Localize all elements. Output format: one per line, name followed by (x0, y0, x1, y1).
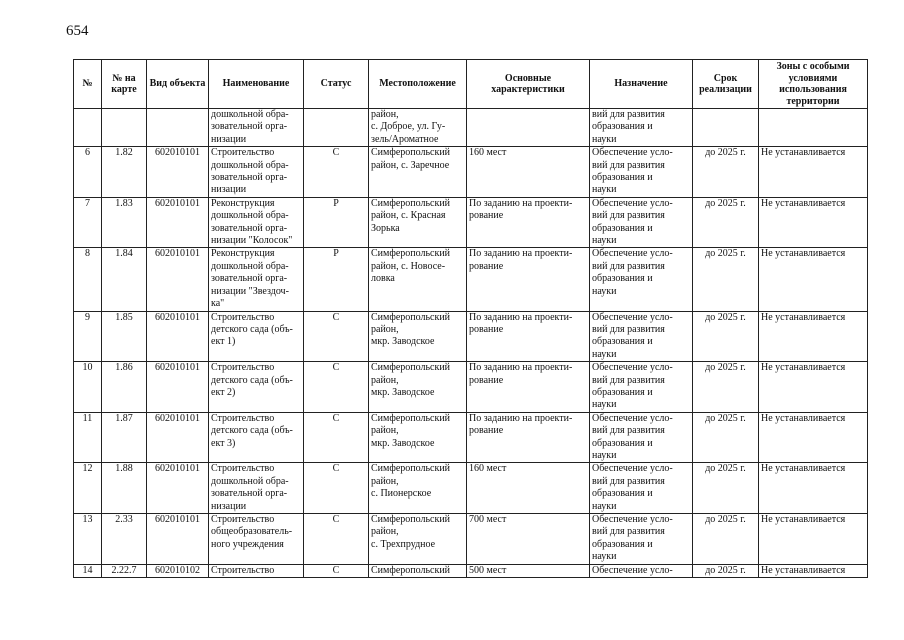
cell-status (304, 147, 369, 198)
cell-purpose (590, 109, 693, 147)
header-map-number: № на карте (102, 60, 147, 109)
registry-table (73, 59, 868, 578)
cell-term-text: до 2025 г. (705, 311, 746, 323)
cell-object-type (147, 362, 209, 413)
cell-zones (759, 147, 868, 198)
cell-map-number (102, 463, 147, 514)
cell-name-text: дошкольной обра- зовательной орга- низации (211, 109, 289, 145)
cell-purpose-text: Обеспечение усло- вий для развития образования и науки (592, 248, 673, 297)
cell-status (304, 248, 369, 311)
cell-map-number (102, 412, 147, 463)
cell-characteristics (467, 311, 590, 362)
cell-number (74, 109, 102, 147)
cell-status-text: С (332, 412, 340, 424)
cell-name (209, 197, 304, 248)
cell-characteristics-text: По заданию на проекти- рование (469, 197, 573, 222)
cell-zones (759, 311, 868, 362)
header-characteristics: Основные характеристики (467, 60, 590, 109)
cell-characteristics (467, 197, 590, 248)
header-zones: Зоны с особыми условиями использования территории (759, 60, 868, 109)
cell-location (369, 362, 467, 413)
cell-term (693, 311, 759, 362)
cell-name (209, 514, 304, 565)
cell-status-text: С (332, 514, 340, 525)
cell-name (209, 248, 304, 311)
cell-term-text: до 2025 г. (705, 248, 746, 260)
cell-number (74, 197, 102, 248)
cell-map-number-text: 1.87 (115, 412, 133, 424)
cell-object-type-text: 602010101 (155, 197, 200, 209)
page-number: 654 (66, 23, 89, 39)
cell-status (304, 412, 369, 463)
cell-characteristics (467, 514, 590, 565)
cell-map-number-text: 1.88 (115, 463, 133, 475)
cell-object-type-text: 602010101 (155, 362, 200, 374)
cell-status (304, 311, 369, 362)
cell-number-text: 13 (82, 514, 93, 525)
cell-purpose-text: Обеспечение усло- вий для развития образования и науки (592, 463, 673, 512)
cell-location-text: Симферопольский район, с. Новосе- ловка (371, 248, 451, 285)
table-header-row (74, 60, 868, 109)
cell-characteristics (467, 412, 590, 463)
cell-term-text: до 2025 г. (705, 564, 746, 576)
cell-zones-text: Не устанавливается (761, 197, 846, 209)
table-row (74, 362, 868, 413)
cell-location-text: Симферопольский (371, 564, 451, 576)
cell-zones-text: Не устанавливается (761, 147, 846, 159)
cell-status (304, 197, 369, 248)
cell-zones-text: Не устанавливается (761, 463, 846, 475)
cell-purpose-text: Обеспечение усло- (592, 564, 673, 576)
cell-term (693, 514, 759, 565)
cell-status (304, 564, 369, 577)
cell-term (693, 362, 759, 413)
cell-term (693, 197, 759, 248)
header-location: Местоположение (369, 60, 467, 109)
cell-status-text: С (332, 362, 340, 374)
cell-name-text: Строительство дошкольной обра- зовательной орга- низации (211, 463, 289, 512)
cell-term-text: до 2025 г. (705, 197, 746, 209)
cell-zones-text: Не устанавливается (761, 311, 846, 323)
cell-characteristics-text: 500 мест (469, 564, 507, 576)
table-row (74, 564, 868, 577)
cell-location-text: Симферопольский район, мкр. Заводское (371, 362, 451, 398)
cell-location-text: Симферопольский район, мкр. Заводское (371, 412, 451, 449)
cell-location (369, 514, 467, 565)
cell-characteristics (467, 248, 590, 311)
cell-characteristics-text: По заданию на проекти- рование (469, 362, 573, 386)
cell-purpose-text: Обеспечение усло- вий для развития образования и науки (592, 147, 673, 196)
cell-zones (759, 463, 868, 514)
cell-object-type-text: 602010102 (155, 564, 200, 576)
cell-location (369, 248, 467, 311)
cell-zones-text: Не устанавливается (761, 412, 846, 424)
cell-number (74, 248, 102, 311)
cell-purpose (590, 311, 693, 362)
cell-location-text: Симферопольский район, мкр. Заводское (371, 311, 451, 348)
cell-map-number-text: 2.22.7 (111, 564, 137, 576)
cell-object-type (147, 412, 209, 463)
cell-purpose (590, 564, 693, 577)
cell-zones (759, 412, 868, 463)
cell-number-text: 12 (82, 463, 93, 475)
table-row (74, 197, 868, 248)
cell-status-text: С (332, 311, 340, 323)
cell-location (369, 311, 467, 362)
table-row (74, 109, 868, 147)
cell-number-text: 11 (82, 412, 93, 424)
cell-zones (759, 564, 868, 577)
cell-map-number (102, 248, 147, 311)
cell-location (369, 463, 467, 514)
cell-zones (759, 109, 868, 147)
cell-zones (759, 514, 868, 565)
cell-number-text: 8 (85, 248, 90, 260)
cell-zones-text: Не устанавливается (761, 514, 846, 525)
cell-zones (759, 362, 868, 413)
cell-name-text: Строительство детского сада (объ- ект 1) (211, 311, 293, 348)
cell-name (209, 311, 304, 362)
table-row (74, 412, 868, 463)
cell-purpose (590, 197, 693, 248)
cell-status-text: Р (333, 197, 339, 209)
cell-purpose (590, 514, 693, 565)
cell-object-type (147, 463, 209, 514)
cell-purpose-text: Обеспечение усло- вий для развития образования и науки (592, 362, 673, 411)
cell-status-text: Р (333, 248, 339, 260)
cell-object-type (147, 248, 209, 311)
cell-object-type (147, 514, 209, 565)
cell-status (304, 514, 369, 565)
cell-characteristics-text: По заданию на проекти- рование (469, 412, 573, 437)
cell-name (209, 412, 304, 463)
cell-characteristics-text: 700 мест (469, 514, 507, 525)
cell-number (74, 147, 102, 198)
cell-location-text: Симферопольский район, с. Красная Зорька (371, 197, 451, 234)
cell-characteristics-text: По заданию на проекти- рование (469, 248, 573, 272)
cell-map-number-text: 2.33 (115, 514, 133, 525)
cell-status-text: С (332, 147, 340, 159)
cell-object-type-text: 602010101 (155, 311, 200, 323)
header-purpose: Назначение (590, 60, 693, 109)
cell-characteristics-text: По заданию на проекти- рование (469, 311, 573, 335)
cell-purpose-text: Обеспечение усло- вий для развития образования и науки (592, 514, 673, 563)
cell-map-number-text: 1.84 (115, 248, 133, 260)
cell-map-number-text: 1.83 (115, 197, 133, 209)
cell-number-text: 9 (85, 311, 90, 323)
cell-term (693, 412, 759, 463)
cell-number (74, 514, 102, 565)
header-status: Статус (304, 60, 369, 109)
cell-status-text: С (332, 564, 340, 576)
cell-location (369, 197, 467, 248)
table-body (74, 109, 868, 578)
cell-number (74, 362, 102, 413)
cell-location (369, 147, 467, 198)
cell-zones (759, 248, 868, 311)
cell-name-text: Строительство общеобразователь- ного учреждения (211, 514, 293, 550)
cell-purpose-text: Обеспечение усло- вий для развития образования и науки (592, 311, 673, 360)
table-row (74, 147, 868, 198)
cell-term-text: до 2025 г. (705, 412, 746, 424)
cell-name-text: Строительство дошкольной обра- зовательной орга- низации (211, 147, 289, 196)
cell-object-type (147, 109, 209, 147)
cell-purpose (590, 362, 693, 413)
cell-characteristics-text: 160 мест (469, 147, 507, 159)
cell-term (693, 564, 759, 577)
header-number: № (74, 60, 102, 109)
cell-location (369, 564, 467, 577)
cell-term (693, 147, 759, 198)
table-row (74, 463, 868, 514)
cell-location-text: Симферопольский район, с. Заречное (371, 147, 451, 171)
cell-zones-text: Не устанавливается (761, 564, 846, 576)
cell-purpose (590, 248, 693, 311)
cell-number-text: 6 (85, 147, 90, 159)
cell-name (209, 463, 304, 514)
cell-object-type-text: 602010101 (155, 463, 200, 475)
cell-characteristics (467, 147, 590, 198)
cell-status (304, 463, 369, 514)
cell-term-text: до 2025 г. (705, 463, 746, 475)
cell-number-text: 10 (82, 362, 93, 374)
table-row (74, 514, 868, 565)
cell-name-text: Строительство детского сада (объ- ект 2) (211, 362, 293, 398)
cell-term-text: до 2025 г. (705, 514, 746, 525)
cell-purpose-text: вий для развития образования и науки (592, 109, 665, 145)
cell-purpose (590, 147, 693, 198)
cell-map-number (102, 564, 147, 577)
cell-number-text: 14 (82, 564, 93, 576)
cell-purpose (590, 463, 693, 514)
cell-number-text: 7 (85, 197, 90, 209)
cell-object-type (147, 564, 209, 577)
cell-map-number (102, 109, 147, 147)
cell-name-text: Реконструкция дошкольной обра- зовательной орга- низации "Колосок" (211, 197, 293, 247)
cell-characteristics (467, 109, 590, 147)
header-term: Срок реализации (693, 60, 759, 109)
cell-map-number (102, 197, 147, 248)
cell-characteristics-text: 160 мест (469, 463, 507, 475)
header-name: Наименование (209, 60, 304, 109)
cell-term (693, 109, 759, 147)
cell-map-number (102, 362, 147, 413)
cell-number (74, 311, 102, 362)
cell-name (209, 362, 304, 413)
cell-map-number (102, 311, 147, 362)
cell-map-number (102, 514, 147, 565)
cell-object-type-text: 602010101 (155, 147, 200, 159)
cell-location-text: район, с. Доброе, ул. Гу- зель/Ароматное (371, 109, 446, 145)
cell-map-number (102, 147, 147, 198)
cell-zones (759, 197, 868, 248)
cell-term (693, 463, 759, 514)
cell-map-number-text: 1.86 (115, 362, 133, 374)
cell-location-text: Симферопольский район, с. Пионерское (371, 463, 451, 500)
cell-term-text: до 2025 г. (705, 147, 746, 159)
cell-purpose (590, 412, 693, 463)
table-row (74, 248, 868, 311)
cell-term (693, 248, 759, 311)
cell-name-text: Реконструкция дошкольной обра- зовательной орга- низации "Звездоч- ка" (211, 248, 289, 310)
cell-object-type-text: 602010101 (155, 412, 200, 424)
cell-status-text: С (332, 463, 340, 475)
cell-object-type (147, 311, 209, 362)
cell-map-number-text: 1.85 (115, 311, 133, 323)
cell-term-text: до 2025 г. (705, 362, 746, 374)
cell-characteristics (467, 362, 590, 413)
header-object-type: Вид объекта (147, 60, 209, 109)
cell-name-text: Строительство (211, 564, 275, 576)
cell-status (304, 362, 369, 413)
cell-location (369, 412, 467, 463)
cell-name (209, 147, 304, 198)
cell-number (74, 412, 102, 463)
cell-name (209, 109, 304, 147)
cell-characteristics (467, 564, 590, 577)
cell-location (369, 109, 467, 147)
cell-number (74, 463, 102, 514)
cell-name (209, 564, 304, 577)
cell-object-type-text: 602010101 (155, 514, 200, 525)
cell-status (304, 109, 369, 147)
cell-zones-text: Не устанавливается (761, 362, 846, 374)
cell-purpose-text: Обеспечение усло- вий для развития образования и науки (592, 197, 673, 247)
cell-map-number-text: 1.82 (115, 147, 133, 159)
cell-location-text: Симферопольский район, с. Трехпрудное (371, 514, 451, 550)
cell-object-type (147, 197, 209, 248)
cell-purpose-text: Обеспечение усло- вий для развития образования и науки (592, 412, 673, 461)
cell-object-type (147, 147, 209, 198)
table-row (74, 311, 868, 362)
cell-zones-text: Не устанавливается (761, 248, 846, 260)
cell-object-type-text: 602010101 (155, 248, 200, 260)
cell-characteristics (467, 463, 590, 514)
cell-name-text: Строительство детского сада (объ- ект 3) (211, 412, 293, 449)
cell-number (74, 564, 102, 577)
